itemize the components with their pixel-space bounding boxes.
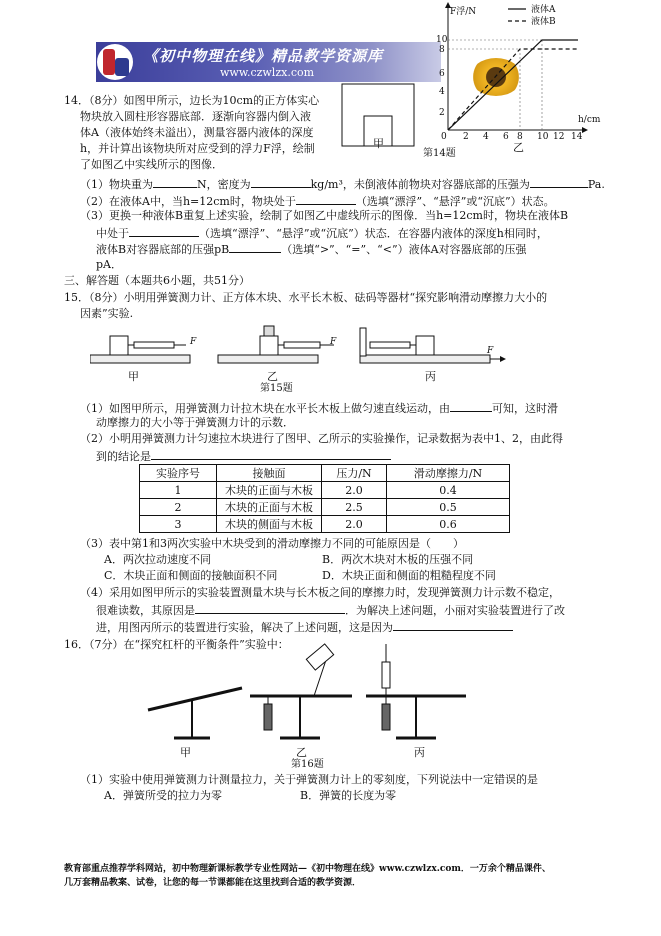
graph-label-yi: 乙 <box>513 141 524 154</box>
q14-sub3-text-c: 液体B对容器底部的压强pB <box>96 243 230 256</box>
q15-sub1-line-2: 动摩擦力的大小等于弹簧测力计的示数． <box>96 416 294 429</box>
table-cell: 3 <box>140 516 217 533</box>
q14-sub3-line-4: pA． <box>96 258 122 271</box>
q15-sub4-text-b: ．为解决上述问题，小丽对实验装置进行了改 <box>345 604 565 617</box>
q15-sub2-line-1: （2）小明用弹簧测力计匀速拉木块进行了图甲、乙所示的实验操作，记录数据为表中1、2，由此得 <box>80 432 563 445</box>
graph-x-tick-12: 12 <box>553 132 565 142</box>
fig15-weight-yi <box>264 326 274 336</box>
q16-sub1: （1）实验中使用弹簧测力计测量拉力，关于弹簧测力计上的零刻度，下列说法中一定错误的是 <box>80 773 538 786</box>
q15-sub3: （3）表中第1和3两次实验中木块受到的滑动摩擦力不同的可能原因是（ ） <box>80 537 464 550</box>
q15-sub1-text-b: 可知，这时滑 <box>492 402 558 415</box>
q14-sub3-text-d: （选填“>”、“=”、“<”）液体A对容器底部的压强 <box>281 243 527 256</box>
graph-y-label: F浮/N <box>450 7 477 17</box>
graph-x-tick-6: 6 <box>503 132 509 142</box>
fig16-lever-diagrams <box>130 640 470 750</box>
banner-title: 《初中物理在线》精品教学资源库 <box>143 47 384 65</box>
fig15-block-yi <box>260 336 278 355</box>
graph-x-arrow <box>582 127 588 133</box>
table-cell: 木块的正面与木板 <box>217 482 322 499</box>
table-header: 接触面 <box>217 465 322 482</box>
q15-sub4-text-c: 进，用图丙所示的装置进行实验，解决了上述问题，这是因为 <box>96 621 393 634</box>
fig15-wall-bing <box>360 328 366 356</box>
graph-x-tick-4: 4 <box>483 132 489 142</box>
fig15-block-jia <box>110 336 128 355</box>
fig15-force-label-bing: F <box>487 346 494 356</box>
footer-line-1: 教育部重点推荐学科网站，初中物理新课标教学专业性网站—《初中物理在线》www.czwlzx.com．一万余个精品课件、 <box>64 864 551 874</box>
fig16-weights-bing <box>382 704 390 730</box>
table-row <box>140 499 510 516</box>
fig15-force-label-yi: F <box>330 337 337 347</box>
q15-sub1-line-1 <box>80 400 558 416</box>
q15-sub1-text-a: （1）如图甲所示，用弹簧测力计拉木块在水平长木板上做匀速直线运动，由 <box>80 402 450 415</box>
q15-option-d[interactable]: D．木块正面和侧面的粗糙程度不同 <box>322 569 496 582</box>
q14-line-2: 物块放入圆柱形容器底部．逐渐向容器内倒入液 <box>80 110 311 123</box>
q14-blank-compare[interactable] <box>229 241 281 253</box>
q15-sub2-text: 到的结论是 <box>96 450 151 463</box>
q15-option-c[interactable]: C．木块正面和侧面的接触面积不同 <box>104 569 278 582</box>
q14-sub3-text-b: （选填“漂浮”、“悬浮”或“沉底”）状态．在容器内液体的深度h相同时， <box>199 227 548 240</box>
fig16-label-jia: 甲 <box>180 746 191 759</box>
fig16-weights-yi <box>264 704 272 730</box>
q15-blank-principle[interactable] <box>450 400 492 412</box>
fig15-label-yi: 乙 <box>267 370 278 383</box>
q14-sub1 <box>80 176 605 192</box>
q15-option-a[interactable]: A．两次拉动速度不同 <box>104 553 211 566</box>
fig16-spring-scale-yi <box>306 644 333 670</box>
table-cell: 2.0 <box>322 482 387 499</box>
fig14-buoyancy-graph <box>430 0 600 150</box>
q16-option-b[interactable]: B．弹簧的长度为零 <box>300 789 397 802</box>
q15-blank-because[interactable] <box>393 619 513 631</box>
fig15-label-jia: 甲 <box>128 370 139 383</box>
q15-blank-conclusion[interactable] <box>151 448 391 460</box>
q15-sub4-line-2 <box>96 602 565 618</box>
q14-sub2 <box>80 193 555 209</box>
fig16-spring-scale-bing <box>382 662 390 688</box>
site-logo-mark-red <box>103 49 115 75</box>
section3-heading: 三、解答题（本题共6小题，共51分） <box>64 274 250 287</box>
graph-series-b <box>448 49 578 130</box>
graph-y-tick-8: 8 <box>439 45 445 55</box>
q14-sub3-line-2 <box>96 225 548 241</box>
fig15-spring-scale-jia <box>134 342 174 348</box>
graph-y-tick-4: 4 <box>439 87 445 97</box>
fig16-caption: 第16题 <box>291 759 324 770</box>
graph-origin: 0 <box>441 132 447 142</box>
table-cell: 0.4 <box>387 482 510 499</box>
banner-url: www.czwlzx.com <box>220 66 315 79</box>
q14-sub3-line-3 <box>96 241 527 257</box>
q14-line-5: 了如图乙中实线所示的图像． <box>80 158 223 171</box>
graph-x-tick-2: 2 <box>463 132 469 142</box>
graph-y-tick-6: 6 <box>439 69 445 79</box>
q15-sub4-line-3 <box>96 619 513 635</box>
q14-line-3: 体A（液体始终未溢出），测量容器内液体的深度 <box>80 126 314 139</box>
q14-line-4: h，并计算出该物块所对应受到的浮力F浮，绘制 <box>80 142 315 155</box>
q15-line-2: 因素”实验. <box>80 307 134 320</box>
graph-x-tick-14: 14 <box>571 132 583 142</box>
graph-legend-a: 液体A <box>531 5 556 15</box>
q14-blank-state-b[interactable] <box>129 225 199 237</box>
fig16-lever-jia <box>148 688 242 710</box>
q14-blank-weight[interactable] <box>153 176 197 188</box>
table-header: 实验序号 <box>140 465 217 482</box>
graph-x-tick-10: 10 <box>537 132 549 142</box>
table-cell: 2.0 <box>322 516 387 533</box>
fig15-board-jia <box>90 355 190 363</box>
q14-blank-state-a[interactable] <box>296 193 356 205</box>
table-cell: 2 <box>140 499 217 516</box>
table-header-row <box>140 465 510 482</box>
table-header: 压力/N <box>322 465 387 482</box>
fig16-label-bing: 丙 <box>414 746 425 759</box>
fig15-board-bing <box>360 355 490 363</box>
q14-sub1-text-d: Pa. <box>587 178 605 191</box>
footer-line-2: 几万套精品教案、试卷，让您的每一节课都能在这里找到合适的教学资源． <box>64 878 362 888</box>
graph-y-tick-2: 2 <box>439 108 445 118</box>
table-row <box>140 516 510 533</box>
q14-line-1: 14．（8分）如图甲所示，边长为10cm的正方体实心 <box>64 94 320 107</box>
q14-sub3-text-a: 中处于 <box>96 227 129 240</box>
q15-line-1: 15．（8分）小明用弹簧测力计、正方体木块、水平长木板、砝码等器材“探究影响滑动摩擦力大小的 <box>64 291 548 304</box>
table-cell: 0.6 <box>387 516 510 533</box>
fig15-block-bing <box>416 336 434 355</box>
fig15-caption: 第15题 <box>260 383 293 394</box>
fig14-caption: 第14题 <box>423 148 456 159</box>
q14-sub1-text-b: N，密度为 <box>197 178 251 191</box>
q14-blank-pressure[interactable] <box>530 176 588 188</box>
q14-sub2-text-b: （选填“漂浮”、“悬浮”或“沉底”）状态。 <box>355 195 555 208</box>
graph-y-tick-10: 10 <box>436 35 448 45</box>
q14-sub2-text-a: （2）在液体A中，当h=12cm时，物块处于 <box>80 195 296 208</box>
q15-data-table <box>139 464 510 533</box>
table-cell: 0.5 <box>387 499 510 516</box>
graph-series-a <box>448 40 578 130</box>
q15-sub4-text-a: 很难读数，其原因是 <box>96 604 195 617</box>
q14-sub1-text-c: kg/m³，未倒液体前物块对容器底部的压强为 <box>310 178 530 191</box>
table-cell: 木块的正面与木板 <box>217 499 322 516</box>
q15-sub4-line-1: （4）采用如图甲所示的实验装置测量木块与长木板之间的摩擦力时，发现弹簧测力计示数不稳定， <box>80 586 560 599</box>
graph-x-label: h/cm <box>578 115 601 125</box>
table-cell: 2.5 <box>322 499 387 516</box>
q15-blank-reason[interactable] <box>195 602 345 614</box>
fig15-spring-scale-yi <box>284 342 320 348</box>
table-cell: 1 <box>140 482 217 499</box>
fig15-spring-scale-bing <box>370 342 410 348</box>
table-cell: 木块的侧面与木板 <box>217 516 322 533</box>
site-logo-mark-blue <box>115 58 129 76</box>
q14-blank-density[interactable] <box>251 176 311 188</box>
fig15-friction-diagrams <box>90 322 510 370</box>
graph-x-tick-8: 8 <box>517 132 523 142</box>
q16-line-1: 16．（7分）在“探究杠杆的平衡条件”实验中： <box>64 638 289 651</box>
q14-sub3-line-1: （3）更换一种液体B重复上述实验，绘制了如图乙中虚线所示的图像．当h=12cm时，物块在液体B <box>80 209 569 222</box>
fig16-label-yi: 乙 <box>296 746 307 759</box>
graph-legend-b: 液体B <box>531 17 556 27</box>
q14-sub1-text-a: （1）物块重为 <box>80 178 153 191</box>
q16-option-a[interactable]: A．弹簧所受的拉力为零 <box>104 789 222 802</box>
q15-option-b[interactable]: B．两次木块对木板的压强不同 <box>322 553 474 566</box>
q15-sub2-line-2 <box>96 448 391 464</box>
fig15-label-bing: 丙 <box>425 370 436 383</box>
table-header: 滑动摩擦力/N <box>387 465 510 482</box>
fig14-label-jia: 甲 <box>373 137 384 150</box>
table-row <box>140 482 510 499</box>
fig15-board-yi <box>218 355 318 363</box>
fig15-force-label-jia: F <box>190 337 197 347</box>
